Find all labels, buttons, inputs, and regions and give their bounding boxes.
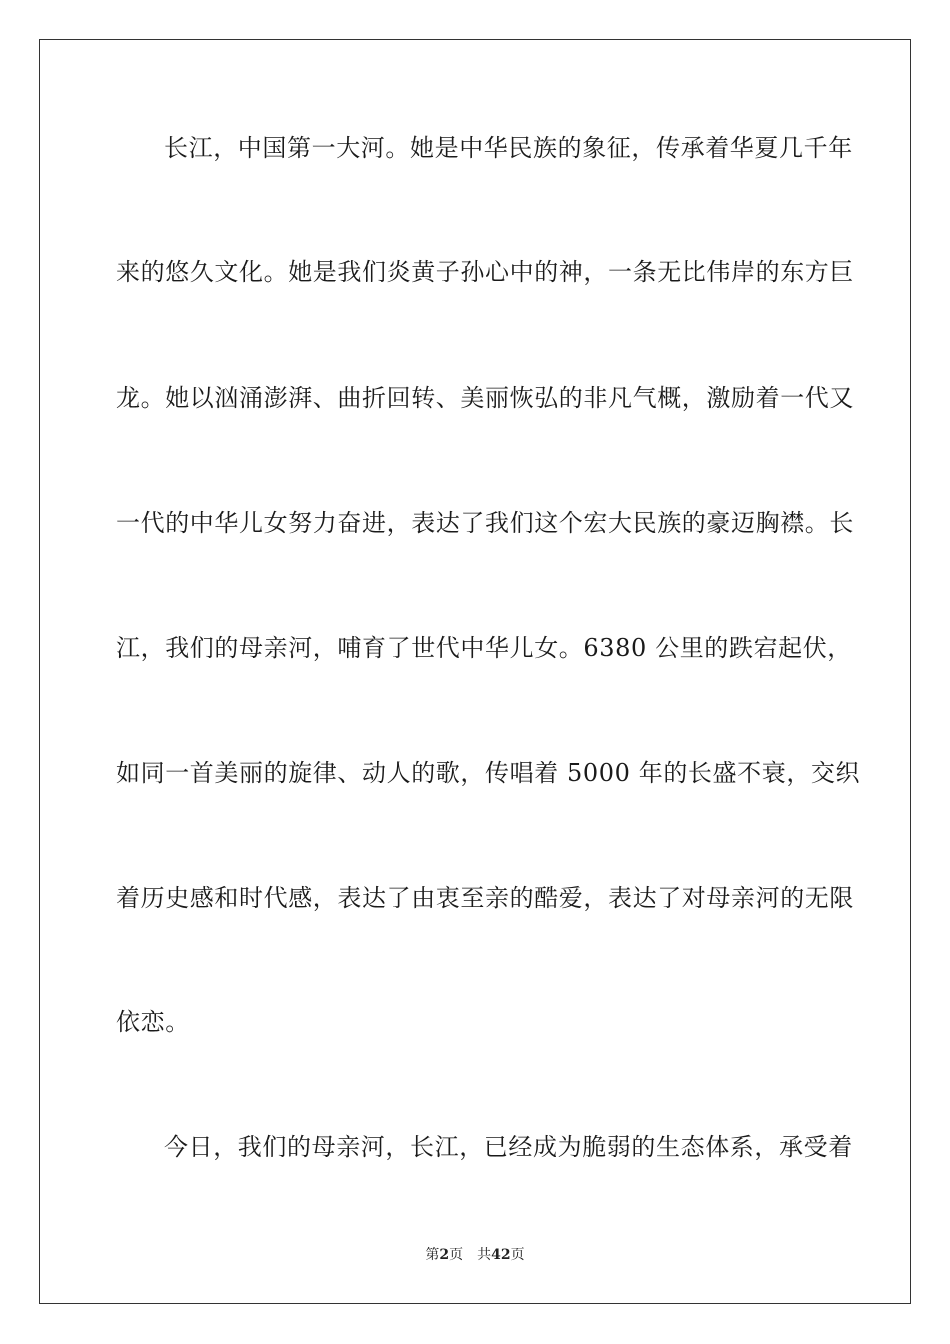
total-pages: 42 <box>491 1247 511 1263</box>
page-prefix: 第 <box>425 1247 440 1263</box>
paragraph-1-line-4: 一代的中华儿女努力奋进，表达了我们这个宏大民族的豪迈胸襟。长 <box>116 509 854 537</box>
paragraph-1-line-8: 依恋。 <box>116 1008 190 1036</box>
total-suffix: 页 <box>510 1247 525 1263</box>
paragraph-2-line-1: 今日，我们的母亲河，长江，已经成为脆弱的生态体系，承受着 <box>164 1133 853 1161</box>
page-footer <box>0 1246 950 1264</box>
paragraph-1-line-1: 长江，中国第一大河。她是中华民族的象征，传承着华夏几千年 <box>164 134 853 162</box>
page-border <box>39 39 911 1304</box>
paragraph-1-line-7: 着历史感和时代感，表达了由衷至亲的酷爱，表达了对母亲河的无限 <box>116 884 854 912</box>
paragraph-1-line-5: 江，我们的母亲河，哺育了世代中华儿女。6380 公里的跌宕起伏， <box>116 634 852 662</box>
paragraph-1-line-3: 龙。她以汹涌澎湃、曲折回转、美丽恢弘的非凡气概，激励着一代又 <box>116 384 854 412</box>
page-suffix: 页 <box>449 1247 464 1263</box>
paragraph-1-line-2: 来的悠久文化。她是我们炎黄子孙心中的神，一条无比伟岸的东方巨 <box>116 258 854 286</box>
page-number: 2 <box>439 1247 450 1263</box>
total-prefix: 共 <box>477 1247 492 1263</box>
paragraph-1-line-6: 如同一首美丽的旋律、动人的歌，传唱着 5000 年的长盛不衰，交织 <box>116 759 861 787</box>
